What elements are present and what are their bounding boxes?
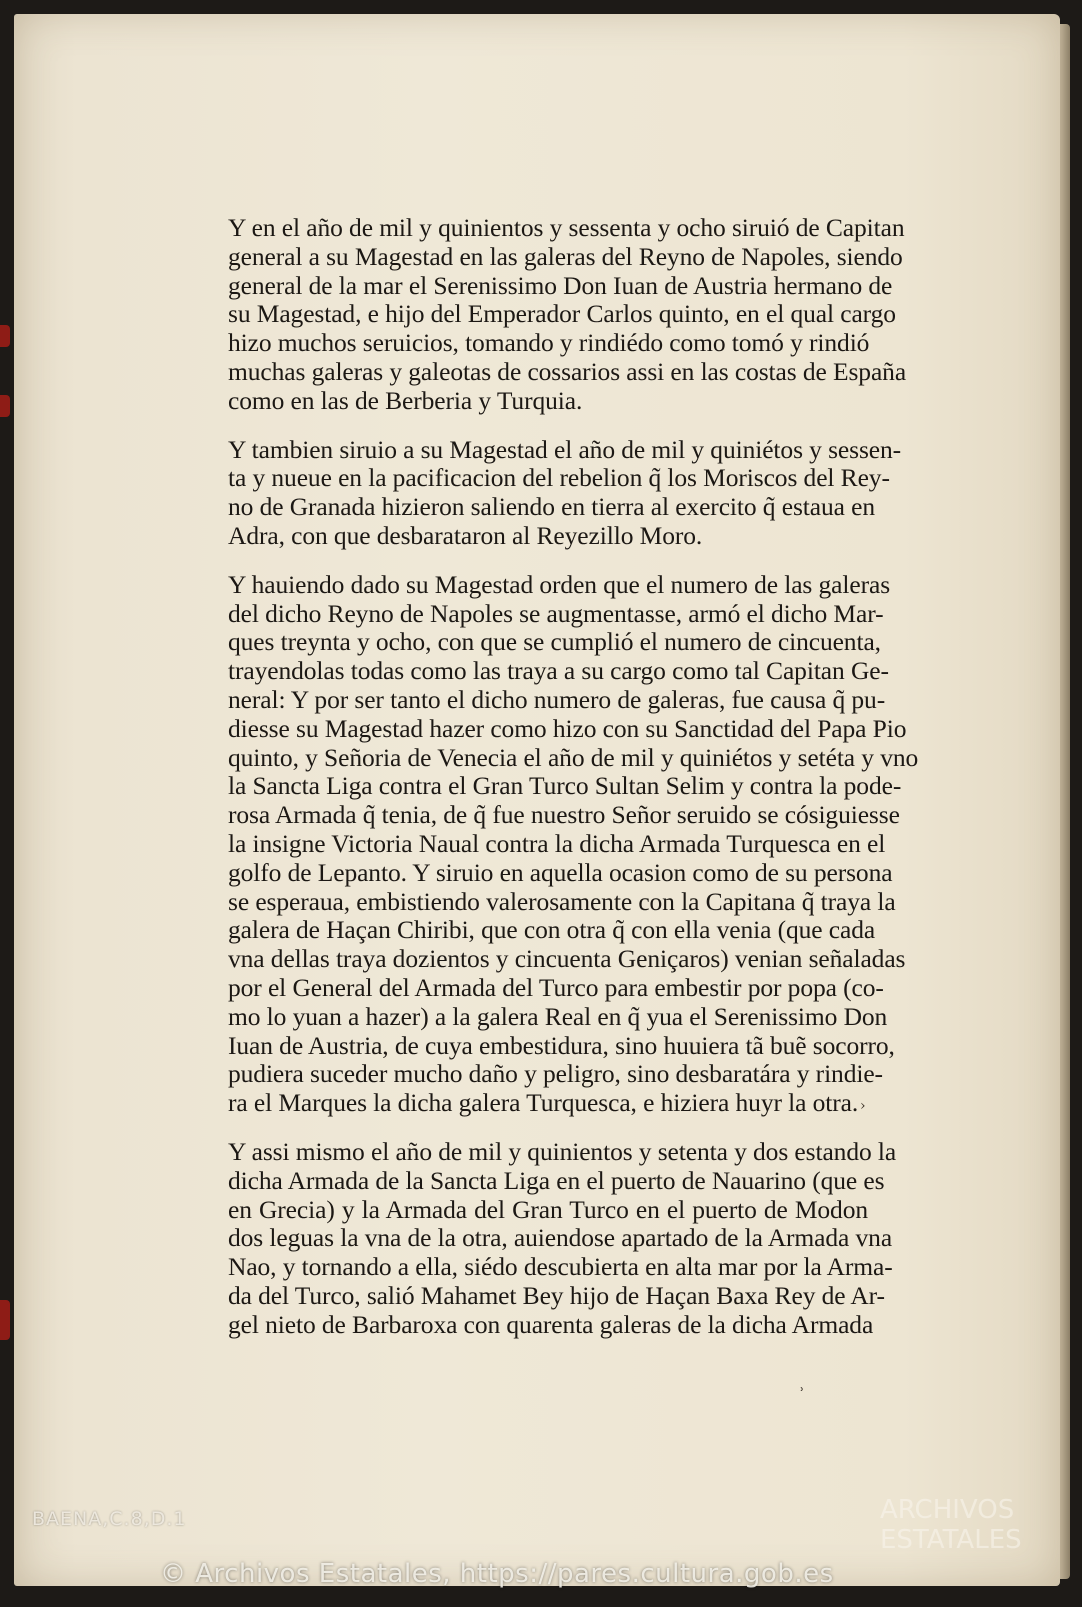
text-line: no de Granada hizieron saliendo en tierra al exercito q̃ estaua en: [228, 492, 875, 522]
text-line: Y hauiendo dado su Magestad orden que el numero de las galeras: [228, 569, 891, 599]
text-line: Y tambien siruio a su Magestad el año de mil y quiniétos y sessen-: [228, 434, 902, 464]
text-line: ques treynta y ocho, con que se cumplió el numero de cincuenta,: [228, 627, 881, 657]
text-line: vna dellas traya dozientos y cincuenta Geniçaros) venian señaladas: [228, 944, 906, 974]
text-line: galera de Haçan Chiribi, que con otra q̃ con ella venia (que cada: [228, 915, 876, 945]
text-line: del dicho Reyno de Napoles se augmentasse, armó el dicho Mar-: [228, 598, 884, 628]
text-line: rosa Armada q̃ tenia, de q̃ fue nuestro Señor seruido se cósiguiesse: [228, 800, 900, 830]
text-line: como en las de Berberia y Turquia.: [228, 385, 583, 415]
document-body: [228, 213, 919, 1359]
ribbon-bookmark: [0, 1300, 10, 1340]
text-line: en Grecia) y la Armada del Gran Turco en el puerto de Modon: [228, 1194, 868, 1224]
text-line: Iuan de Austria, de cuya embestidura, sino huuiera tã buẽ socorro,: [228, 1030, 895, 1060]
text-line: general a su Magestad en las galeras del Reyno de Napoles, siendo: [228, 241, 903, 271]
ribbon-bookmark: [0, 395, 10, 417]
text-line: Nao, y tornando a ella, siédo descubierta en alta mar por la Arma-: [228, 1252, 893, 1282]
text-line: muchas galeras y galeotas de cossarios assi en las costas de España: [228, 356, 907, 386]
text-line: dicha Armada de la Sancta Liga en el puerto de Nauarino (que es: [228, 1165, 885, 1195]
paragraph: [228, 434, 902, 551]
copyright-watermark: © Archivos Estatales, https://pares.cultura.gob.es: [160, 1559, 834, 1589]
text-line: dos leguas la vna de la otra, auiendose apartado de la Armada vna: [228, 1223, 893, 1253]
text-line: general de la mar el Serenissimo Don Iuan de Austria hermano de: [228, 270, 893, 300]
paragraph: [228, 213, 907, 416]
paragraph: [228, 1136, 897, 1340]
paragraph: [228, 569, 919, 1118]
text-line: trayendolas todas como las traya a su cargo como tal Capitan Ge-: [228, 656, 889, 686]
text-line: da del Turco, salió Mahamet Bey hijo de Haçan Baxa Rey de Ar-: [228, 1280, 885, 1310]
text-line: la Sancta Liga contra el Gran Turco Sultan Selim y contra la pode-: [228, 771, 902, 801]
ribbon-bookmark: [0, 325, 10, 347]
text-line: gel nieto de Barbaroxa con quarenta galeras de la dicha Armada: [228, 1309, 874, 1339]
text-line: pudiera suceder mucho daño y peligro, sino desbaratára y rindie-: [228, 1059, 883, 1089]
text-line: se esperaua, embistiendo valerosamente con la Capitana q̃ traya la: [228, 886, 896, 916]
text-line: mo lo yuan a hazer) a la galera Real en q̃ yua el Serenissimo Don: [228, 1001, 888, 1031]
text-line: Y assi mismo el año de mil y quinientos y setenta y dos estando la: [228, 1136, 897, 1166]
text-line: la insigne Victoria Naual contra la dicha Armada Turquesca en el: [228, 828, 886, 858]
ornament-mark: ʾ: [800, 1386, 805, 1402]
text-line: hizo muchos seruicios, tomando y rindiédo como tomó y rindió: [228, 328, 870, 358]
text-line: ra el Marques la dicha galera Turquesca, e hiziera huyr la otra.: [228, 1088, 859, 1118]
text-line: neral: Y por ser tanto el dicho numero de galeras, fue causa q̃ pu-: [228, 684, 886, 714]
text-line: diesse su Magestad hazer como hizo con su Sanctidad del Papa Pio: [228, 713, 907, 743]
text-line: Y en el año de mil y quinientos y sessenta y ocho siruió de Capitan: [228, 213, 905, 242]
text-line: por el General del Armada del Turco para embestir por popa (co-: [228, 972, 884, 1002]
text-line: Adra, con que desbarataron al Reyezillo Moro.: [228, 520, 703, 550]
text-line: ta y nueue en la pacificacion del rebelion q̃ los Moriscos del Rey-: [228, 463, 890, 493]
shelfmark-label: BAENA,C.8,D.1: [32, 1508, 187, 1530]
text-line: su Magestad, e hijo del Emperador Carlos quinto, en el qual cargo: [228, 299, 896, 329]
archive-stamp-watermark: ARCHIVOS ESTATALES: [880, 1495, 1022, 1555]
text-line: golfo de Lepanto. Y siruio en aquella ocasion como de su persona: [228, 857, 893, 887]
text-line: quinto, y Señoria de Venecia el año de mil y quiniétos y setéta y vno: [228, 742, 919, 772]
margin-mark: ›: [860, 1098, 866, 1114]
